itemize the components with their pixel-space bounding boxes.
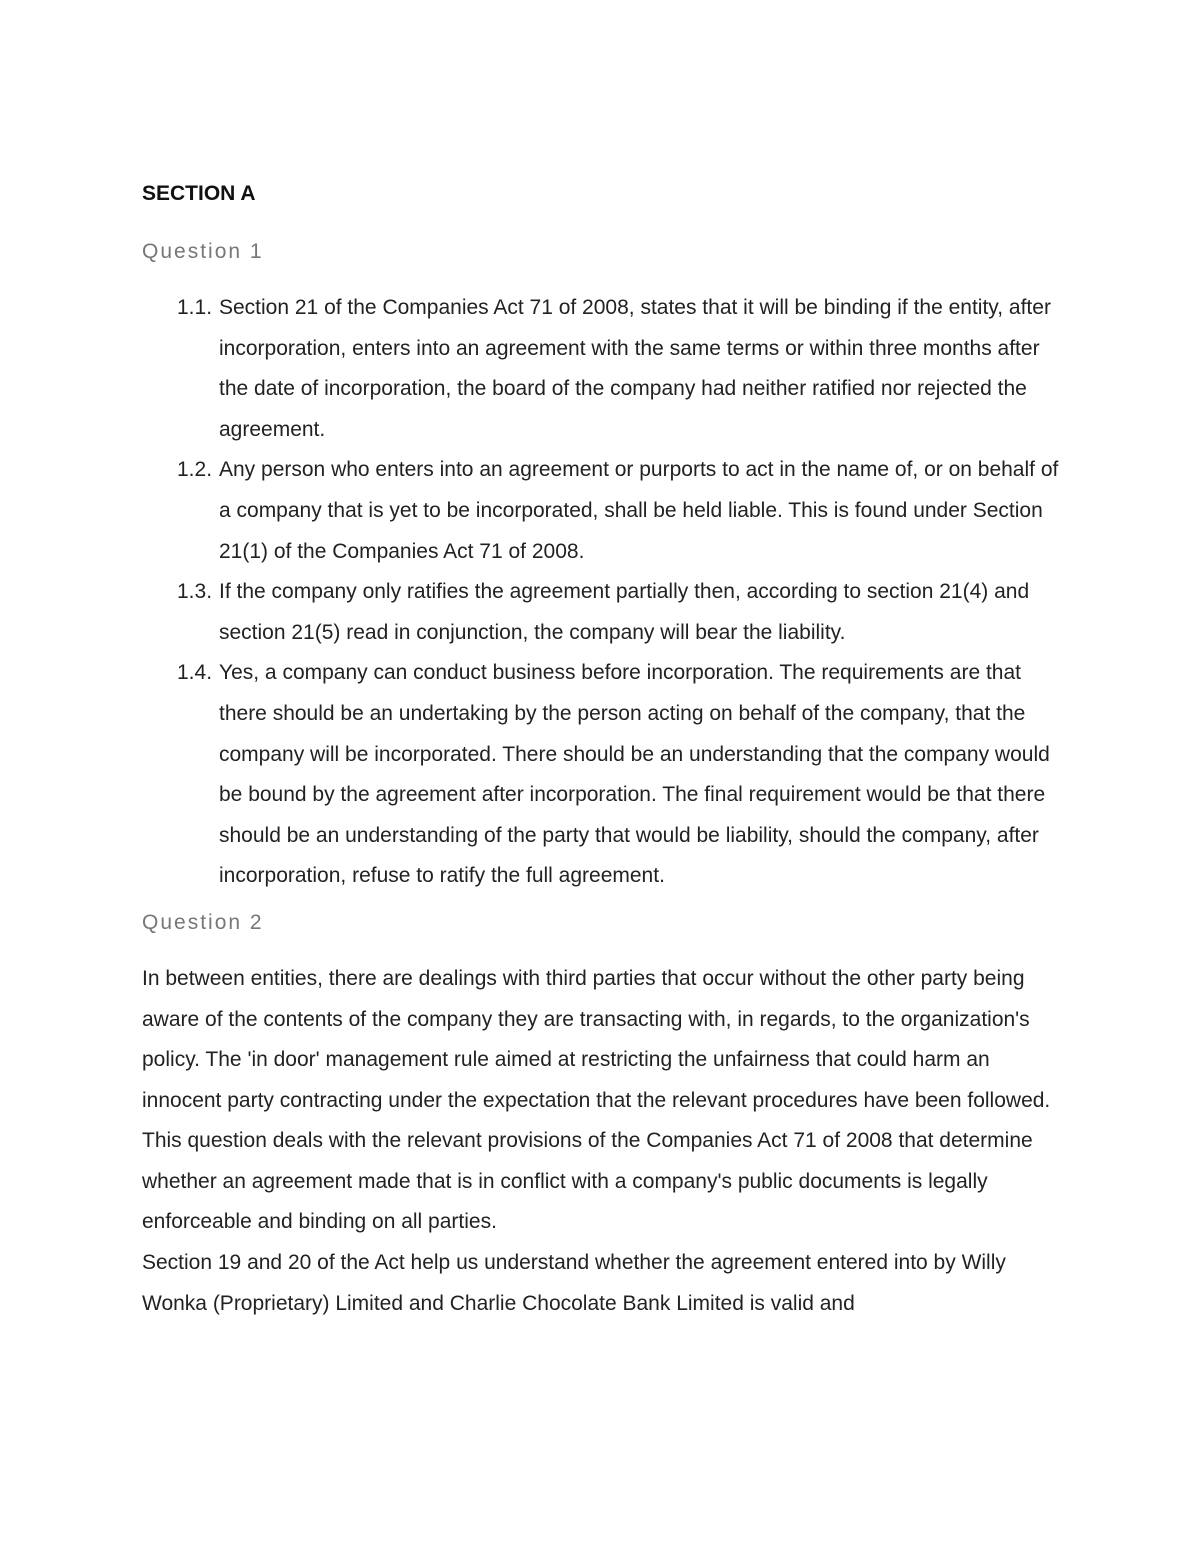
document-body [142,178,1062,1324]
answer-item-1-4 [142,653,1062,897]
question-2-paragraph-2: Section 19 and 20 of the Act help us understand whether the agreement entered into by Willy Wonka (Proprietary) Limited and Charlie Chocolate Bank Limited is valid and [142,1251,1006,1315]
question-2-heading: Question 2 [142,910,264,934]
answer-item-1-3 [142,572,1062,653]
question-1-heading: Question 1 [142,240,264,263]
answer-text: Yes, a company can conduct business before incorporation. The requirements are that there should be an undertaking by the person acting on behalf of the company, that the company will be incorporated. There should be an understanding that the company would be bound by the agreement after incorporation. The final requirement would be that there should be an understanding of the party that would be liability, should the company, after incorporation, refuse to ratify the full agreement. [219,661,1050,888]
answer-number: 1.4. [177,661,213,685]
answer-item-1-2 [142,450,1062,572]
answer-number: 1.1. [177,296,213,319]
answer-text: Section 21 of the Companies Act 71 of 2008, states that it will be binding if the entity, after incorporation, enters into an agreement with the same terms or within three months after the date of incorporation, the board of the company had neither ratified nor rejected the agreement. [219,296,1051,441]
section-title: SECTION A [142,182,256,205]
answer-text: If the company only ratifies the agreement partially then, according to section 21(4) and section 21(5) read in conjunction, the company will bear the liability. [219,580,1030,644]
answer-number: 1.3. [177,580,213,604]
answer-text: Any person who enters into an agreement or purports to act in the name of, or on behalf of a company that is yet to be incorporated, shall be held liable. This is found under Section 21(1) of the Companies Act 71 of 2008. [219,458,1059,563]
answer-item-1-1 [142,288,1062,450]
question-2-paragraph-1: In between entities, there are dealings with third parties that occur without the other party being aware of the contents of the company they are transacting with, in regards, to the organization's policy. The 'in door' management rule aimed at restricting the unfairness that could harm an innocent party contracting under the expectation that the relevant procedures have been followed. This question deals with the relevant provisions of the Companies Act 71 of 2008 that determine whether an agreement made that is in conflict with a company's public documents is legally enforceable and binding on all parties. [142,966,1051,1234]
answer-number: 1.2. [177,458,213,482]
question-1-answer-list [142,288,1062,897]
